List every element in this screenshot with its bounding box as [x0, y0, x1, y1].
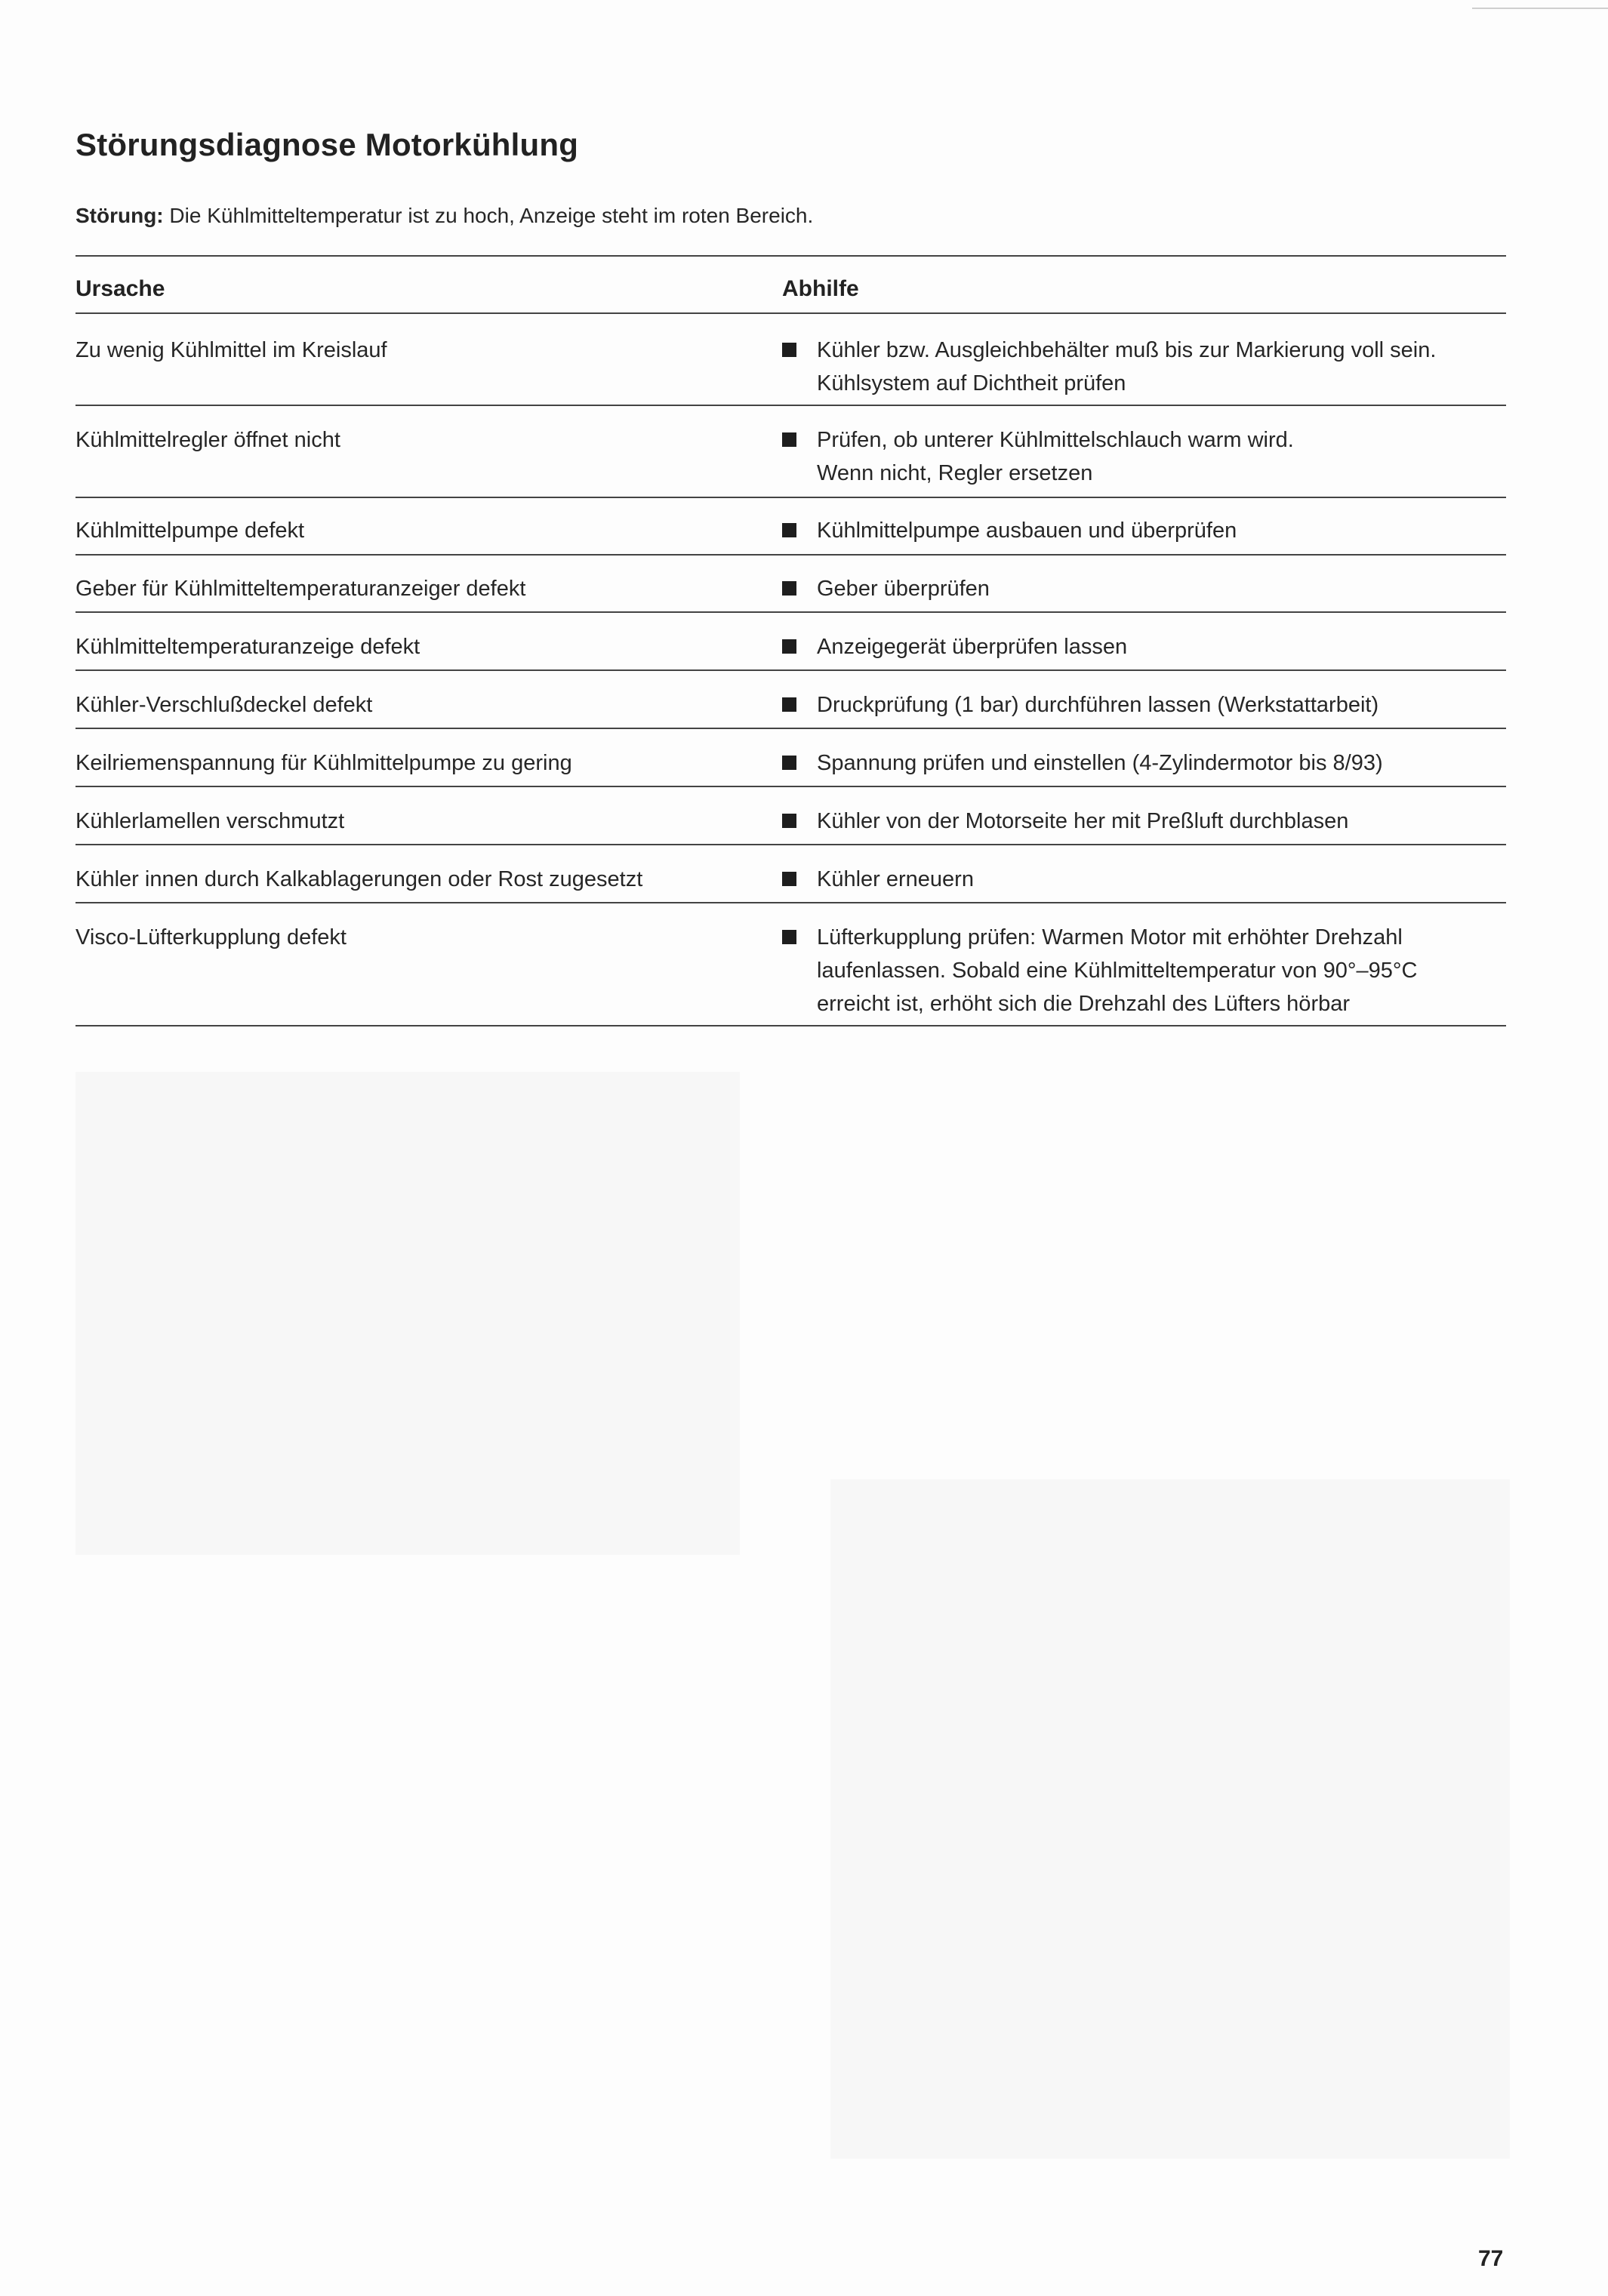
square-bullet-icon — [782, 697, 796, 712]
table-bottom-rule — [75, 1025, 1506, 1026]
square-bullet-icon — [782, 343, 796, 357]
remedy-line: Kühlsystem auf Dichtheit prüfen — [817, 371, 1126, 395]
bleed-through-area — [75, 1072, 740, 1555]
row-remedy — [782, 688, 1507, 722]
square-bullet-icon — [782, 814, 796, 828]
row-divider — [75, 611, 1506, 613]
page-number: 77 — [1478, 2246, 1504, 2271]
row-divider — [75, 786, 1506, 787]
row-remedy — [782, 572, 1507, 605]
row-remedy — [782, 630, 1507, 663]
row-cause: Kühlerlamellen verschmutzt — [75, 809, 345, 833]
page-edge-line — [1472, 8, 1608, 9]
row-remedy — [782, 921, 1507, 1020]
square-bullet-icon — [782, 581, 796, 596]
remedy-line: Wenn nicht, Regler ersetzen — [817, 461, 1093, 485]
row-remedy — [782, 746, 1507, 780]
row-divider — [75, 497, 1506, 498]
remedy-line: Kühler von der Motorseite her mit Preßluft durchblasen — [817, 809, 1349, 833]
row-cause: Kühlmittelpumpe defekt — [75, 519, 305, 543]
remedy-line: Prüfen, ob unterer Kühlmittelschlauch warm wird. — [817, 428, 1294, 452]
square-bullet-icon — [782, 872, 796, 886]
row-divider — [75, 728, 1506, 729]
row-cause: Zu wenig Kühlmittel im Kreislauf — [75, 338, 387, 362]
remedy-line: Lüfterkupplung prüfen: Warmen Motor mit erhöhter Drehzahl — [817, 925, 1403, 949]
square-bullet-icon — [782, 930, 796, 944]
remedy-line: Spannung prüfen und einstellen (4-Zylindermotor bis 8/93) — [817, 751, 1383, 775]
row-cause: Kühlmittelregler öffnet nicht — [75, 428, 340, 452]
row-cause: Visco-Lüfterkupplung defekt — [75, 925, 347, 949]
row-remedy — [782, 514, 1507, 547]
row-remedy — [782, 863, 1507, 896]
column-header-remedy: Abhilfe — [782, 276, 859, 301]
column-header-cause: Ursache — [75, 276, 165, 301]
row-cause: Geber für Kühlmitteltemperaturanzeiger defekt — [75, 577, 526, 601]
row-cause: Keilriemenspannung für Kühlmittelpumpe zu gering — [75, 751, 572, 775]
remedy-line: erreicht ist, erhöht sich die Drehzahl des Lüfters hörbar — [817, 992, 1351, 1016]
row-divider — [75, 669, 1506, 671]
remedy-line: Druckprüfung (1 bar) durchführen lassen (Werkstattarbeit) — [817, 693, 1379, 717]
square-bullet-icon — [782, 432, 796, 447]
remedy-line: laufenlassen. Sobald eine Kühlmitteltemperatur von 90°–95°C — [817, 959, 1418, 983]
fault-description — [75, 204, 813, 228]
remedy-line: Kühler erneuern — [817, 867, 974, 891]
row-remedy — [782, 423, 1507, 490]
table-top-rule — [75, 255, 1506, 257]
row-divider — [75, 844, 1506, 845]
row-divider — [75, 902, 1506, 903]
square-bullet-icon — [782, 639, 796, 654]
row-cause: Kühler innen durch Kalkablagerungen oder Rost zugesetzt — [75, 867, 643, 891]
header-rule — [75, 312, 1506, 314]
row-divider — [75, 405, 1506, 406]
remedy-line: Geber überprüfen — [817, 577, 990, 601]
page-title: Störungsdiagnose Motorkühlung — [75, 127, 579, 162]
row-remedy — [782, 334, 1507, 400]
remedy-line: Anzeigegerät überprüfen lassen — [817, 635, 1128, 659]
row-cause: Kühler-Verschlußdeckel defekt — [75, 693, 373, 717]
square-bullet-icon — [782, 523, 796, 537]
square-bullet-icon — [782, 756, 796, 770]
remedy-line: Kühler bzw. Ausgleichbehälter muß bis zur Markierung voll sein. — [817, 338, 1437, 362]
row-remedy — [782, 805, 1507, 838]
row-divider — [75, 554, 1506, 556]
fault-label: Störung: — [75, 204, 164, 227]
fault-text: Die Kühlmitteltemperatur ist zu hoch, Anzeige steht im roten Bereich. — [169, 204, 814, 227]
row-cause: Kühlmitteltemperaturanzeige defekt — [75, 635, 420, 659]
bleed-through-area — [830, 1479, 1510, 2159]
remedy-line: Kühlmittelpumpe ausbauen und überprüfen — [817, 519, 1237, 543]
